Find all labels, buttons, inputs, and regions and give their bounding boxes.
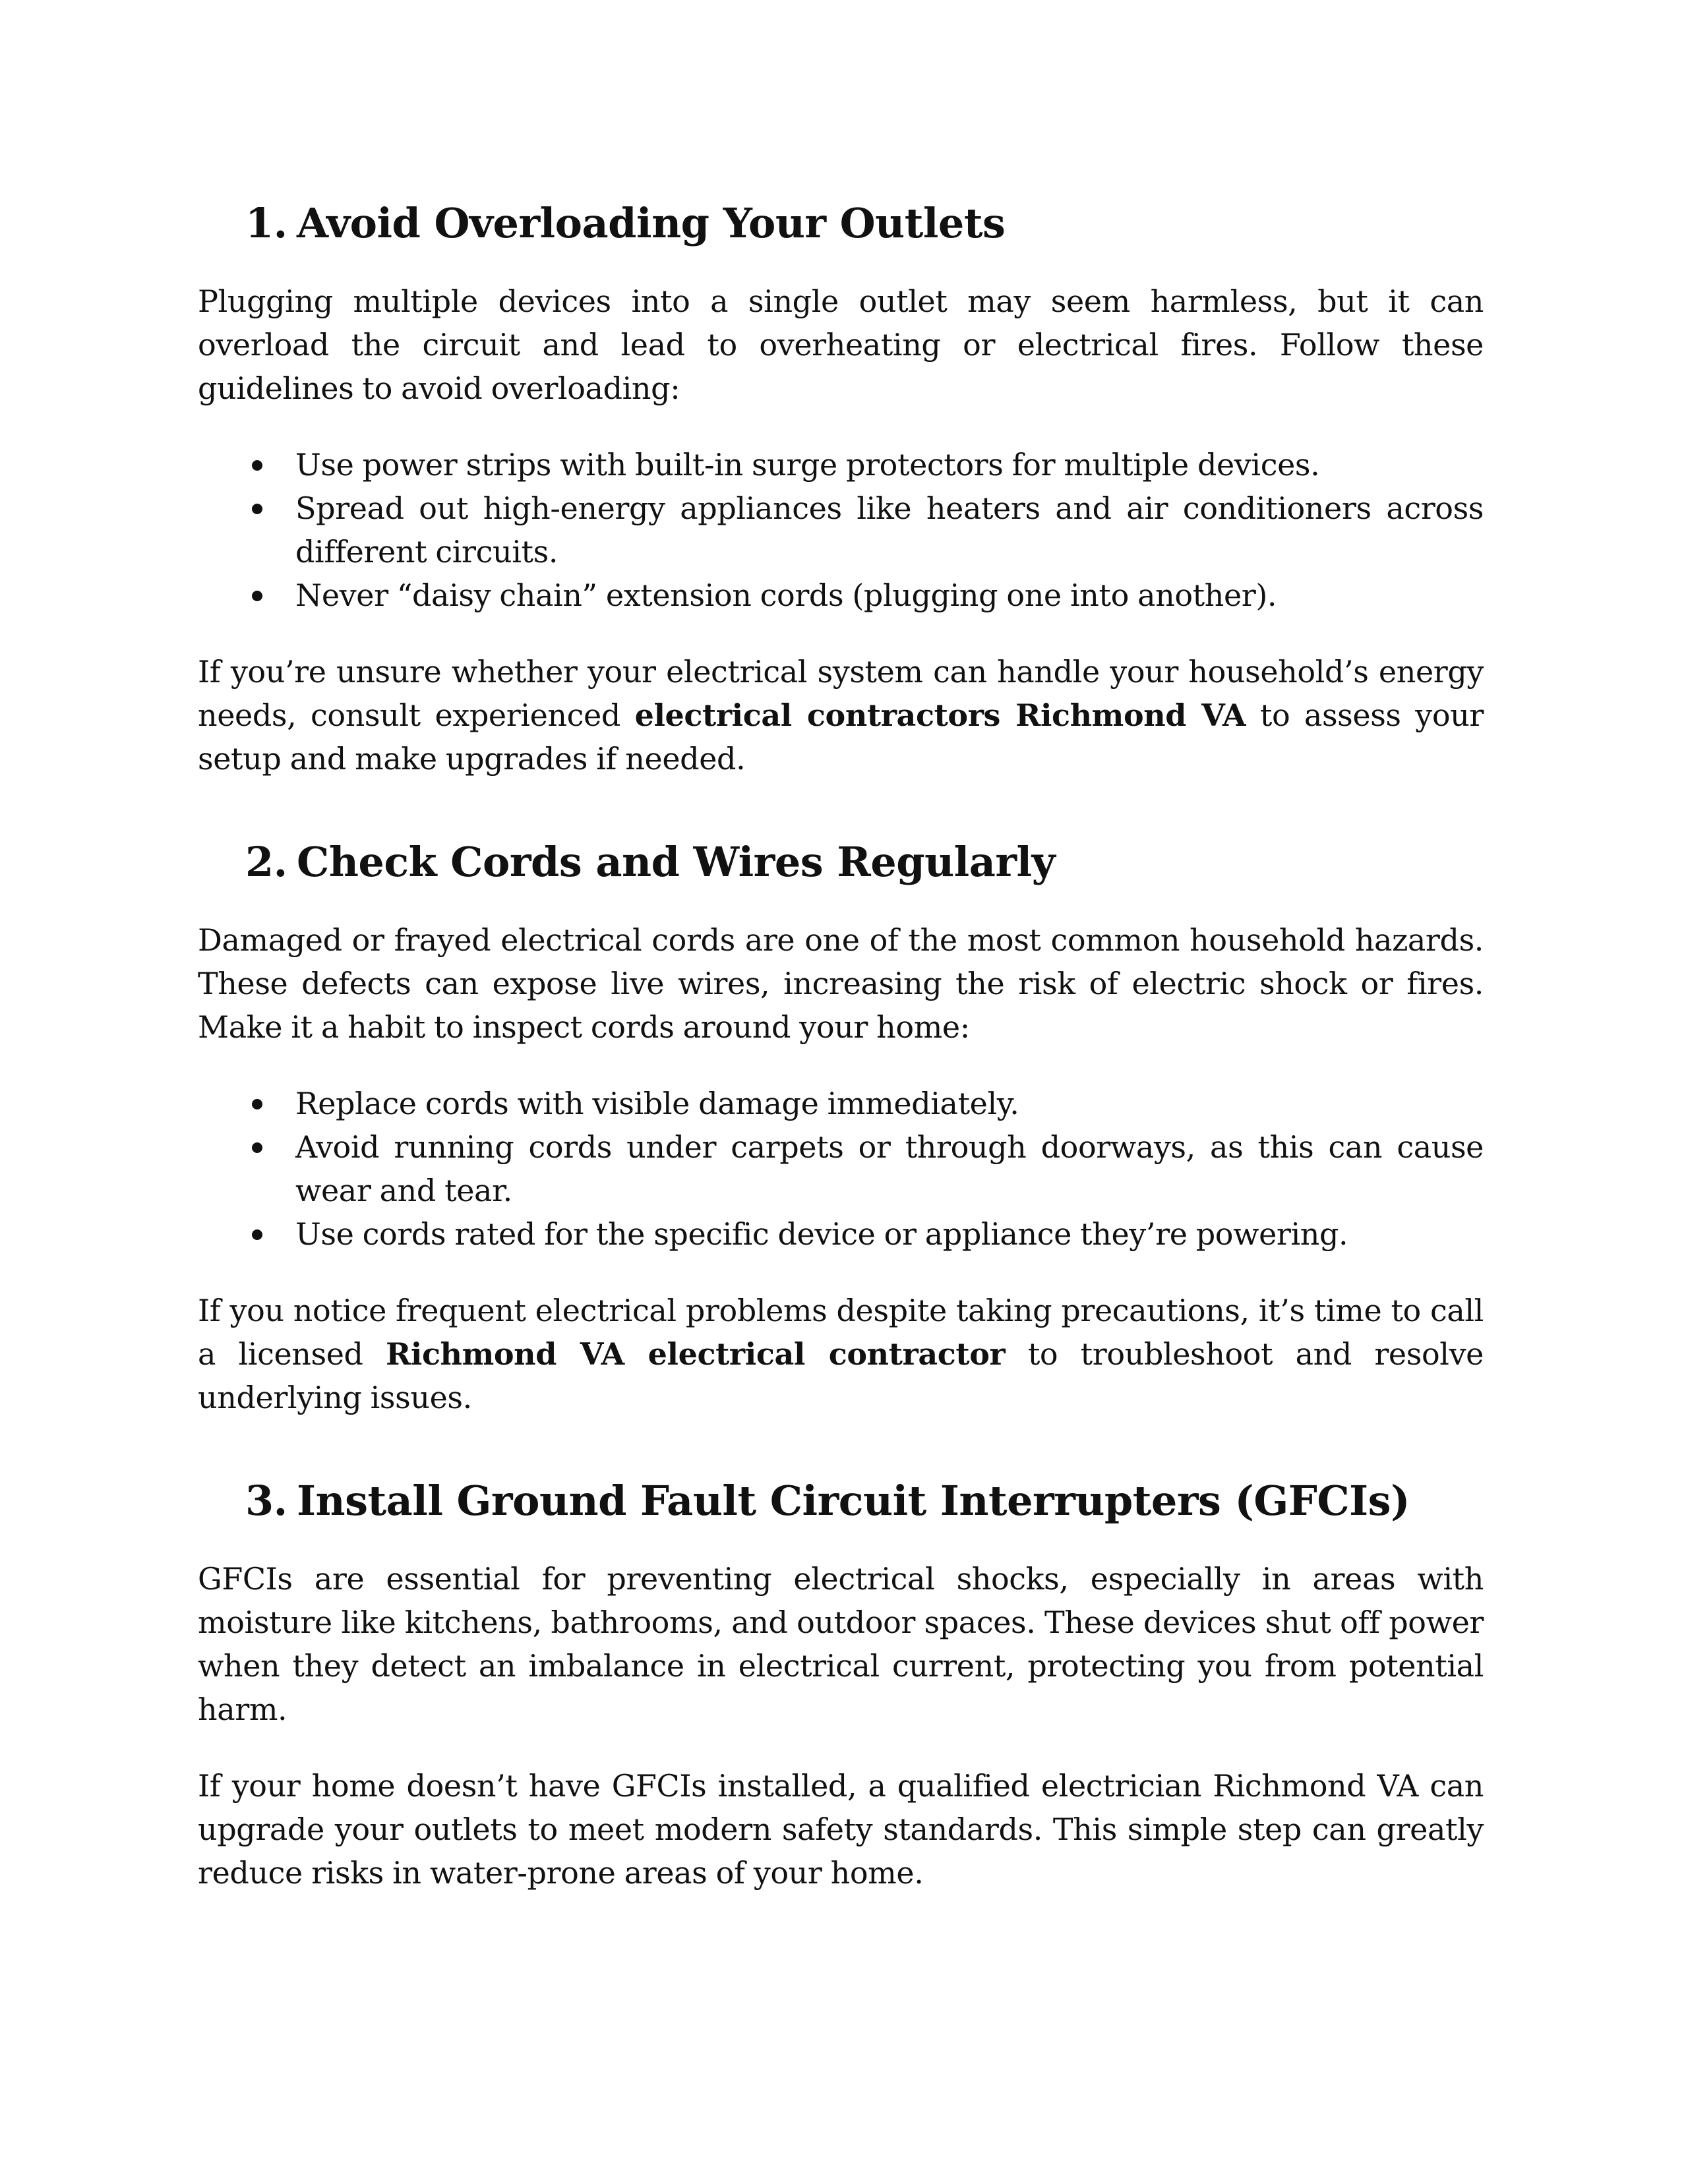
section-number: 1. bbox=[245, 199, 287, 247]
section-paragraph: If your home doesn’t have GFCIs installed, a qualified electrician Richmond VA can upgrade your outlets to meet modern safety standards. This simple step can greatly reduce risks in water-prone areas of your home. bbox=[198, 1768, 1484, 1891]
section-heading bbox=[198, 1465, 1484, 1537]
section-number: 2. bbox=[245, 838, 287, 886]
outro-text: to assess your setup and make upgrades if needed. bbox=[198, 697, 1484, 777]
list-item-text: Replace cords with visible damage immediately. bbox=[295, 1086, 1019, 1121]
section-title: Check Cords and Wires Regularly bbox=[297, 838, 1056, 886]
section-intro: Plugging multiple devices into a single outlet may seem harmless, but it can overload the circuit and lead to overheating or electrical fires. Follow these guidelines to avoid overloading: bbox=[198, 283, 1484, 406]
bullet-icon bbox=[252, 460, 262, 471]
list-item bbox=[198, 443, 1484, 487]
outro-text: If you notice frequent electrical problems despite taking precautions, it’s time to call a licensed bbox=[198, 1293, 1484, 1372]
section-outro bbox=[198, 650, 1484, 781]
list-item-text: Never “daisy chain” extension cords (plugging one into another). bbox=[295, 577, 1277, 613]
bold-keyword: electrical contractors Richmond VA bbox=[634, 697, 1246, 733]
bullet-icon bbox=[252, 1142, 262, 1153]
list-item bbox=[198, 1082, 1484, 1125]
outro-text: If you’re unsure whether your electrical system can handle your household’s energy needs, consult experienced bbox=[198, 654, 1484, 733]
outro-text: to troubleshoot and resolve underlying issues. bbox=[198, 1336, 1484, 1415]
section-title: Install Ground Fault Circuit Interrupters (GFCIs) bbox=[297, 1477, 1410, 1525]
list-item-text: Spread out high-energy appliances like heaters and air conditioners across different circuits. bbox=[295, 490, 1484, 570]
section-heading bbox=[198, 826, 1484, 899]
section-heading bbox=[198, 187, 1484, 260]
bullet-list bbox=[198, 443, 1484, 617]
list-item bbox=[198, 1125, 1484, 1212]
section-1 bbox=[198, 187, 1484, 781]
list-item-text: Avoid running cords under carpets or through doorways, as this can cause wear and tear. bbox=[295, 1129, 1484, 1208]
section-2 bbox=[198, 826, 1484, 1419]
list-item-text: Use power strips with built-in surge protectors for multiple devices. bbox=[295, 447, 1320, 483]
bold-keyword: Richmond VA electrical contractor bbox=[386, 1336, 1006, 1372]
bullet-icon bbox=[252, 591, 262, 601]
section-intro: Damaged or frayed electrical cords are one of the most common household hazards. These defects can expose live wires, increasing the risk of electric shock or fires. Make it a habit to inspect cords around your home: bbox=[198, 922, 1484, 1045]
list-item bbox=[198, 1212, 1484, 1256]
section-number: 3. bbox=[245, 1477, 287, 1525]
bullet-list bbox=[198, 1082, 1484, 1256]
list-item bbox=[198, 574, 1484, 617]
list-item bbox=[198, 487, 1484, 574]
bullet-icon bbox=[252, 504, 262, 514]
section-3 bbox=[198, 1465, 1484, 1895]
section-outro bbox=[198, 1289, 1484, 1419]
section-title: Avoid Overloading Your Outlets bbox=[297, 199, 1006, 247]
bullet-icon bbox=[252, 1099, 262, 1109]
bullet-icon bbox=[252, 1229, 262, 1240]
list-item-text: Use cords rated for the specific device or appliance they’re powering. bbox=[295, 1216, 1348, 1252]
section-paragraph: GFCIs are essential for preventing electrical shocks, especially in areas with moisture like kitchens, bathrooms, and outdoor spaces. These devices shut off power when they detect an imbalance in electrical current, protecting you from potential harm. bbox=[198, 1561, 1484, 1727]
